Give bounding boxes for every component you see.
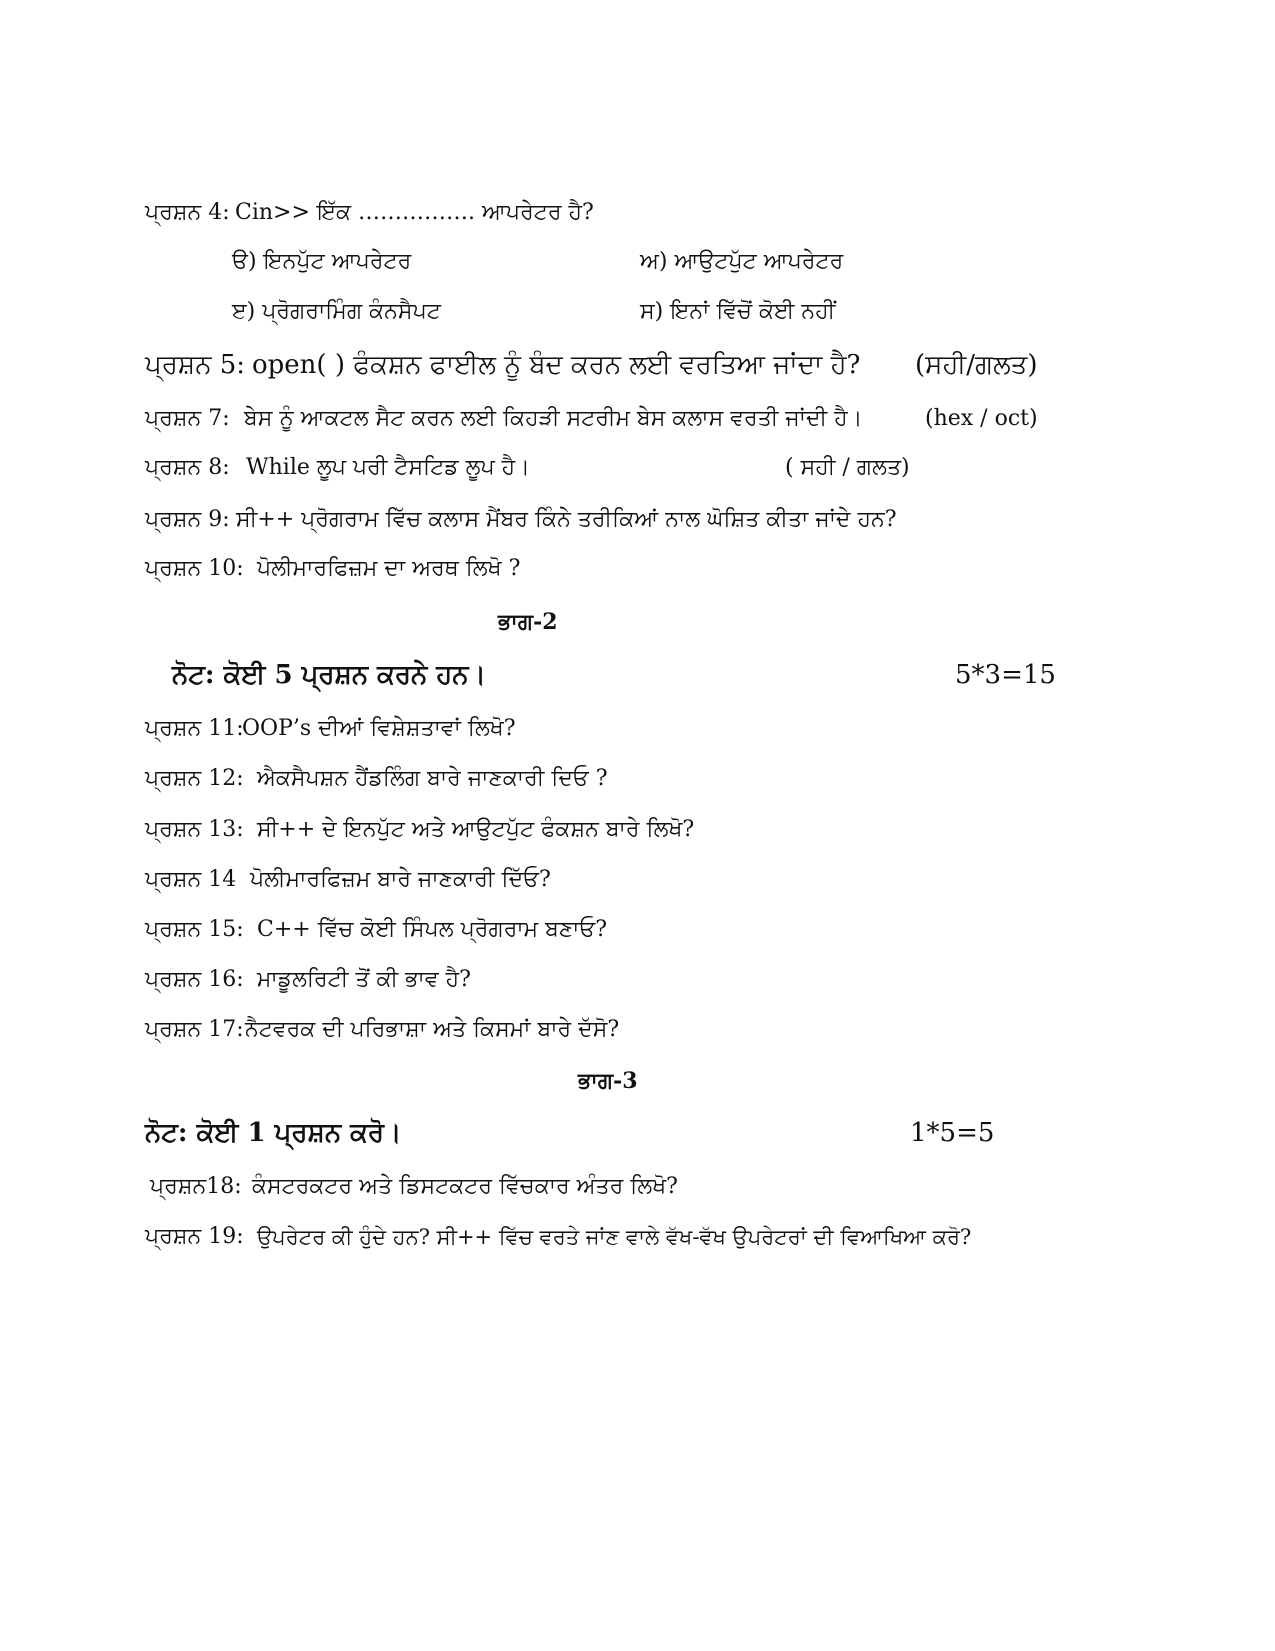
q14-text: ਪੋਲੀਮਾਰਫਿਜ਼ਮ ਬਾਰੇ ਜਾਣਕਾਰੀ ਦਿੱਓ? [250,867,551,892]
q9-label: ਪ੍ਰਸ਼ਨ 9: [145,507,230,532]
q12-label: ਪ੍ਰਸ਼ਨ 12: [145,766,244,791]
part3-marks: 1*5=5 [910,1118,995,1148]
q5-label: ਪ੍ਰਸ਼ਨ 5: [145,350,246,380]
q4-option-a: ੳ) ਇਨਪੁੱਟ ਆਪਰੇਟਰ [232,249,412,274]
q18-label: ਪ੍ਰਸ਼ਨ18: [150,1174,242,1199]
q10-text: ਪੋਲੀਮਾਰਫਿਜ਼ਮ ਦਾ ਅਰਥ ਲਿਖੋ ? [257,556,521,581]
q12-text: ਐਕਸੈਪਸ਼ਨ ਹੈਂਡਲਿੰਗ ਬਾਰੇ ਜਾਣਕਾਰੀ ਦਿਓ ? [257,766,608,791]
q14-label: ਪ੍ਰਸ਼ਨ 14 [145,867,237,892]
q4-label: ਪ੍ਰਸ਼ਨ 4: [145,200,230,225]
q17-label: ਪ੍ਰਸ਼ਨ 17: [145,1017,244,1042]
q8-hint: ( ਸਹੀ / ਗਲਤ) [785,455,910,480]
q7-text: ਬੇਸ ਨੂੰ ਆਕਟਲ ਸੈਟ ਕਰਨ ਲਈ ਕਿਹੜੀ ਸਟਰੀਮ ਬੇਸ ਕਲਾਸ ਵਰਤੀ ਜਾਂਦੀ ਹੈ। [244,406,863,431]
q5-hint: (ਸਹੀ/ਗਲਤ) [915,350,1038,380]
q13-text: ਸੀ++ ਦੇ ਇਨਪੁੱਟ ਅਤੇ ਆਉਟਪੁੱਟ ਫੰਕਸ਼ਨ ਬਾਰੇ ਲਿਖੋ? [257,817,695,842]
part2-heading: ਭਾਗ-2 [498,609,558,635]
q8-text: While ਲੂਪ ਪਰੀ ਟੈਸਟਿਡ ਲੂਪ ਹੈ। [246,455,530,480]
q16-text: ਮਾਡੂਲਰਿਟੀ ਤੋਂ ਕੀ ਭਾਵ ਹੈ? [257,967,471,992]
q8-label: ਪ੍ਰਸ਼ਨ 8: [145,455,230,480]
q13-label: ਪ੍ਰਸ਼ਨ 13: [145,817,244,842]
q18-text: ਕੰਸਟਰਕਟਰ ਅਤੇ ਡਿਸਟਕਟਰ ਵਿੱਚਕਾਰ ਅੰਤਰ ਲਿਖੋ? [252,1174,678,1199]
part2-note: ਨੋਟ: ਕੋਈ 5 ਪ੍ਰਸ਼ਨ ਕਰਨੇ ਹਨ। [172,660,487,690]
part3-heading: ਭਾਗ-3 [578,1068,638,1094]
q4-text: Cin>> ਇੱਕ ……………. ਆਪਰੇਟਰ ਹੈ? [235,200,594,225]
q5-text: open( ) ਫੰਕਸ਼ਨ ਫਾਈਲ ਨੂੰ ਬੰਦ ਕਰਨ ਲਈ ਵਰਤਿਆ ਜਾਂਦਾ ਹੈ? [252,350,861,380]
q9-text: ਸੀ++ ਪ੍ਰੋਗਰਾਮ ਵਿੱਚ ਕਲਾਸ ਮੈਂਬਰ ਕਿੰਨੇ ਤਰੀਕਿਆਂ ਨਾਲ ਘੋਸ਼ਿਤ ਕੀਤਾ ਜਾਂਦੇ ਹਨ? [236,507,897,532]
q10-label: ਪ੍ਰਸ਼ਨ 10: [145,556,244,581]
q15-text: C++ ਵਿੱਚ ਕੋਈ ਸਿੰਪਲ ਪ੍ਰੋਗਰਾਮ ਬਣਾਓ? [257,917,608,942]
q19-label: ਪ੍ਰਸ਼ਨ 19: [145,1224,244,1249]
q7-label: ਪ੍ਰਸ਼ਨ 7: [145,406,230,431]
q4-option-c: ੲ) ਪ੍ਰੋਗਰਾਮਿੰਗ ਕੰਨਸੈਪਟ [232,299,441,324]
q17-text: ਨੈਟਵਰਕ ਦੀ ਪਰਿਭਾਸ਼ਾ ਅਤੇ ਕਿਸਮਾਂ ਬਾਰੇ ਦੱਸੋ? [245,1017,620,1042]
q11-text: OOP’s ਦੀਆਂ ਵਿਸ਼ੇਸ਼ਤਾਵਾਂ ਲਿਖੋ? [242,716,516,741]
part3-note: ਨੋਟ: ਕੋਈ 1 ਪ੍ਰਸ਼ਨ ਕਰੋ। [145,1118,402,1148]
part2-marks: 5*3=15 [955,660,1056,690]
q11-label: ਪ੍ਰਸ਼ਨ 11: [145,716,244,741]
q7-hint: (hex / oct) [925,406,1038,431]
q16-label: ਪ੍ਰਸ਼ਨ 16: [145,967,244,992]
q4-option-d: ਸ) ਇਨਾਂ ਵਿੱਚੋਂ ਕੋਈ ਨਹੀਂ [640,299,836,324]
q15-label: ਪ੍ਰਸ਼ਨ 15: [145,917,244,942]
q4-option-b: ਅ) ਆਉਟਪੁੱਟ ਆਪਰੇਟਰ [640,249,844,274]
q19-text: ਉਪਰੇਟਰ ਕੀ ਹੁੰਦੇ ਹਨ? ਸੀ++ ਵਿੱਚ ਵਰਤੇ ਜਾਂਣ ਵਾਲੇ ਵੱਖ-ਵੱਖ ਉਪਰੇਟਰਾਂ ਦੀ ਵਿਆਖਿਆ ਕਰੋ? [257,1225,972,1249]
